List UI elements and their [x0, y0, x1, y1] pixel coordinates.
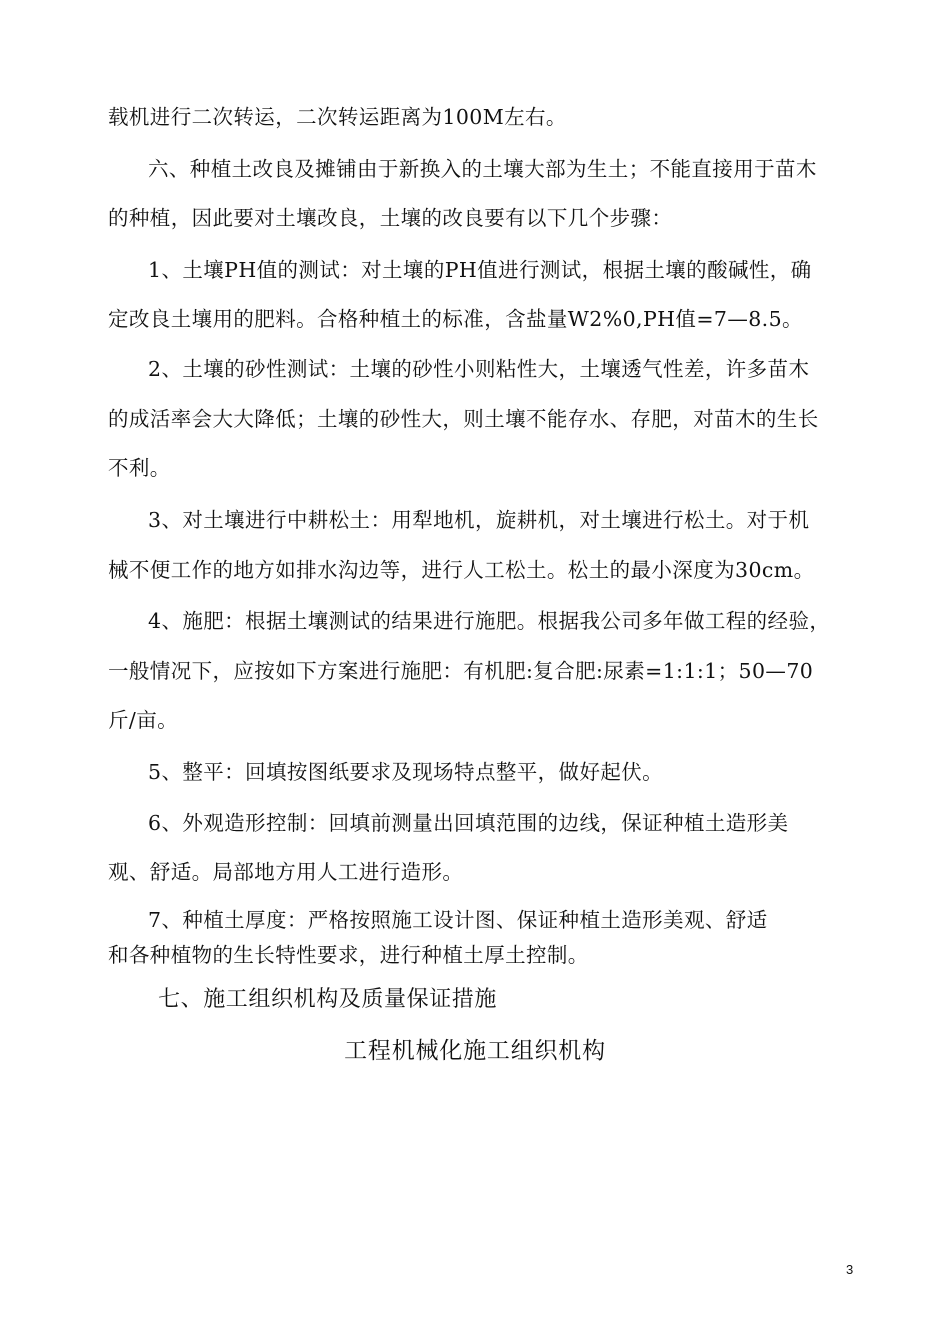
- text-line: 不利。: [108, 456, 171, 480]
- text-line: 和各种植物的生长特性要求，进行种植土厚土控制。: [108, 943, 589, 967]
- text-line: 1、土壤PH值的测试：对土壤的PH值进行测试，根据土壤的酸碱性，确: [148, 258, 812, 282]
- text-line: 载机进行二次转运，二次转运距离为100M左右。: [108, 105, 567, 129]
- text-line: 斤/亩。: [108, 708, 179, 732]
- page-number: 3: [846, 1262, 854, 1277]
- text-line: 的成活率会大大降低；土壤的砂性大，则土壤不能存水、存肥，对苗木的生长: [108, 407, 819, 431]
- center-title: 工程机械化施工组织机构: [344, 1038, 606, 1064]
- text-line: 械不便工作的地方如排水沟边等，进行人工松土。松土的最小深度为30cm。: [108, 558, 815, 582]
- text-line: 4、施肥：根据土壤测试的结果进行施肥。根据我公司多年做工程的经验，: [148, 609, 831, 633]
- text-line: 六、种植土改良及摊铺由于新换入的土壤大部为生土；不能直接用于苗木: [148, 157, 817, 181]
- text-line: 观、舒适。局部地方用人工进行造形。: [108, 860, 464, 884]
- text-line: 7、种植土厚度：严格按照施工设计图、保证种植土造形美观、舒适: [148, 908, 768, 932]
- text-line: 一般情况下，应按如下方案进行施肥：有机肥:复合肥:尿素=1:1:1；50—70: [108, 659, 814, 683]
- text-line: 定改良土壤用的肥料。合格种植土的标准，含盐量W2%0,PH值=7—8.5。: [108, 307, 803, 331]
- text-line: 的种植，因此要对土壤改良，土壤的改良要有以下几个步骤：: [108, 206, 673, 230]
- text-line: 6、外观造形控制：回填前测量出回填范围的边线，保证种植土造形美: [148, 811, 789, 835]
- text-line: 5、整平：回填按图纸要求及现场特点整平，做好起伏。: [148, 760, 664, 784]
- section-heading: 七、施工组织机构及质量保证措施: [158, 987, 498, 1012]
- text-line: 3、对土壤进行中耕松土：用犁地机，旋耕机，对土壤进行松土。对于机: [148, 508, 810, 532]
- text-line: 2、土壤的砂性测试：土壤的砂性小则粘性大，土壤透气性差，许多苗木: [148, 357, 810, 381]
